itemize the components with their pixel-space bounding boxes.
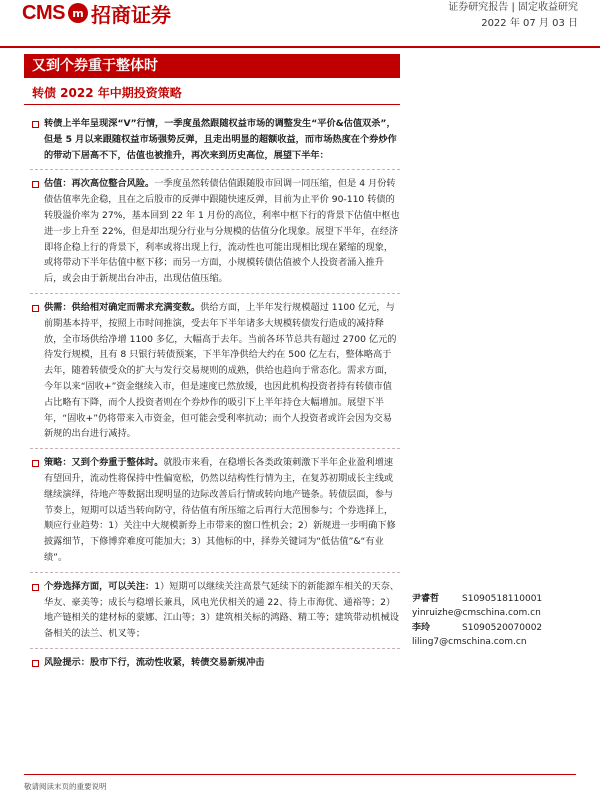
paragraph-lead: 转债上半年呈现深“V”行情，一季度虽然跟随权益市场的调整发生“平价&估值双杀”，但是 5 月以来跟随权益市场强势反弹，且走出明显的超额收益，而市场热度在个券炒作的带动下居高不下，估值也被推升，再次来到历史高位，展望下半年： (44, 118, 397, 161)
analyst-panel (412, 592, 582, 650)
analyst-email[interactable]: liling7@cmschina.com.cn (412, 637, 527, 648)
logo-cn-text: 招商证券 (90, 2, 171, 27)
paragraph-body: 就股市来看，在稳增长各类政策刺激下半年企业盈利增速有望回升，流动性将保持中性偏宽松，仍然以结构性行情为主，在复苏初期成长主线或继续演绎，待地产等数据出现明显的边际改善后行情或转向地产链条。转债层面，参与节奏上，短期可以适当转向防守，待估值有所压缩之后再行大范围参与；个券选择上，顺应行业趋势：1）关注中大规模新券上市带来的窗口性机会；2）新规进一步明确下修披露细节，下修博弈难度可能加大；3）其他标的中，择券关键词为“低估值”&“有业绩”。 (44, 457, 396, 563)
summary-paragraph (44, 176, 400, 287)
paragraph-lead: 策略：又到个券重于整体时。 (44, 457, 164, 469)
paragraph-separator (30, 448, 400, 449)
paragraph-lead: 供需：供给相对确定而需求充满变数。 (44, 301, 201, 313)
report-date: 2022 年 07 月 03 日 (481, 18, 578, 29)
summary-paragraph (44, 300, 400, 442)
footer-note: 敬请阅读末页的重要说明 (24, 782, 107, 791)
paragraph-body: 供给方面，上半年发行规模超过 1100 亿元，与前期基本持平，按照上市时间推演，受去年下半年诸多大规模转债发行造成的减持释放，全市场供给净增 1100 多亿，大幅高于去年。当前各环节总共有超过 2700 亿元的待发行规模，且有 8 只银行转债预案，下半年净供给大约在 500 亿左右，整体略高于去年，随着转债受众的扩大与发行交易规则的成熟，供给也趋向于常态化。需求方面，今年以来“固收+”资金继续入市，但是速度已然放缓，也因此机构投资者持有转债市值占比略有下降，而个人投资者则在个券炒作的吸引下上半年持仓大幅增加。展望下半年，“固收+”仍将带来入市资金，但可能会受利率抗动；而个人投资者或许会因为交易新规的出台进行减持。 (44, 301, 397, 440)
analyst-cert: S1090520070002 (462, 622, 543, 633)
paragraph-lead: 估值：再次高位整合风险。 (44, 178, 155, 190)
title-divider (24, 104, 400, 105)
analyst-email[interactable]: yinruizhe@cmschina.com.cn (412, 608, 541, 619)
summary-content (44, 116, 400, 677)
paragraph-body: 股市下行，流动性收紧，转债交易新规冲击 (89, 656, 265, 668)
summary-paragraph (44, 579, 400, 642)
summary-paragraph (44, 455, 400, 566)
paragraph-body: 1）短期可以继续关注高景气延续下的新能源车相关的天奈、华友、豪美等；成长与稳增长兼具，风电光伏相关的通 22、待上市海优、通裕等；2）地产链相关的建材标的蒙娜、江山等；3）建筑相关标的鸿路、精工等；建筑带动机械设备相关的法兰、机叉等； (44, 580, 399, 640)
paragraph-lead: 个券选择方面，可以关注： (44, 580, 155, 592)
summary-paragraph (44, 655, 400, 671)
paragraph-body: 一季度虽然转债估值跟随股市回调一同压缩，但是 4 月份转债估值率先企稳，且在之后股市的反弹中跟随快速反弹，目前为止平价 90-110 转债的转股溢价率为 27%，基本回到 22 年 1 月份的高位，利率中枢下行的背景下估值中枢也进一步上升至 22%，但是却出现分行业与分规模的估值分化现象。展望下半年，在经济即将企稳上行的背景下，利率或将出现上行，流动性也可能出现相比现在紧缩的现象，或将带动下半年估值中枢下移；而另一方面，小规模转债估值被个人投资者涌入推升后，或会由于新规出台冲击，出现估值压缩。 (44, 178, 400, 285)
footer-divider (24, 774, 576, 775)
report-type: 证券研究报告 | 固定收益研究 (448, 2, 578, 13)
cms-logo (22, 1, 171, 27)
paragraph-lead: 风险提示： (44, 656, 90, 668)
paragraph-separator (30, 648, 400, 649)
analyst-name: 李玲 (412, 622, 431, 633)
summary-paragraph (44, 116, 400, 163)
report-subtitle: 转债 2022 年中期投资策略 (32, 86, 182, 100)
paragraph-separator (30, 572, 400, 573)
analyst-cert: S1090518110001 (462, 594, 543, 604)
analyst-name: 尹睿哲 (412, 594, 440, 604)
header-meta (448, 0, 578, 32)
report-title: 又到个券重于整体时 (24, 54, 400, 78)
analyst-row (412, 592, 582, 606)
paragraph-separator (30, 169, 400, 170)
paragraph-separator (30, 293, 400, 294)
logo-cms-text: CMS (22, 1, 65, 24)
analyst-row (412, 621, 582, 635)
logo-badge-icon: m (68, 3, 88, 23)
page-header (0, 0, 600, 48)
